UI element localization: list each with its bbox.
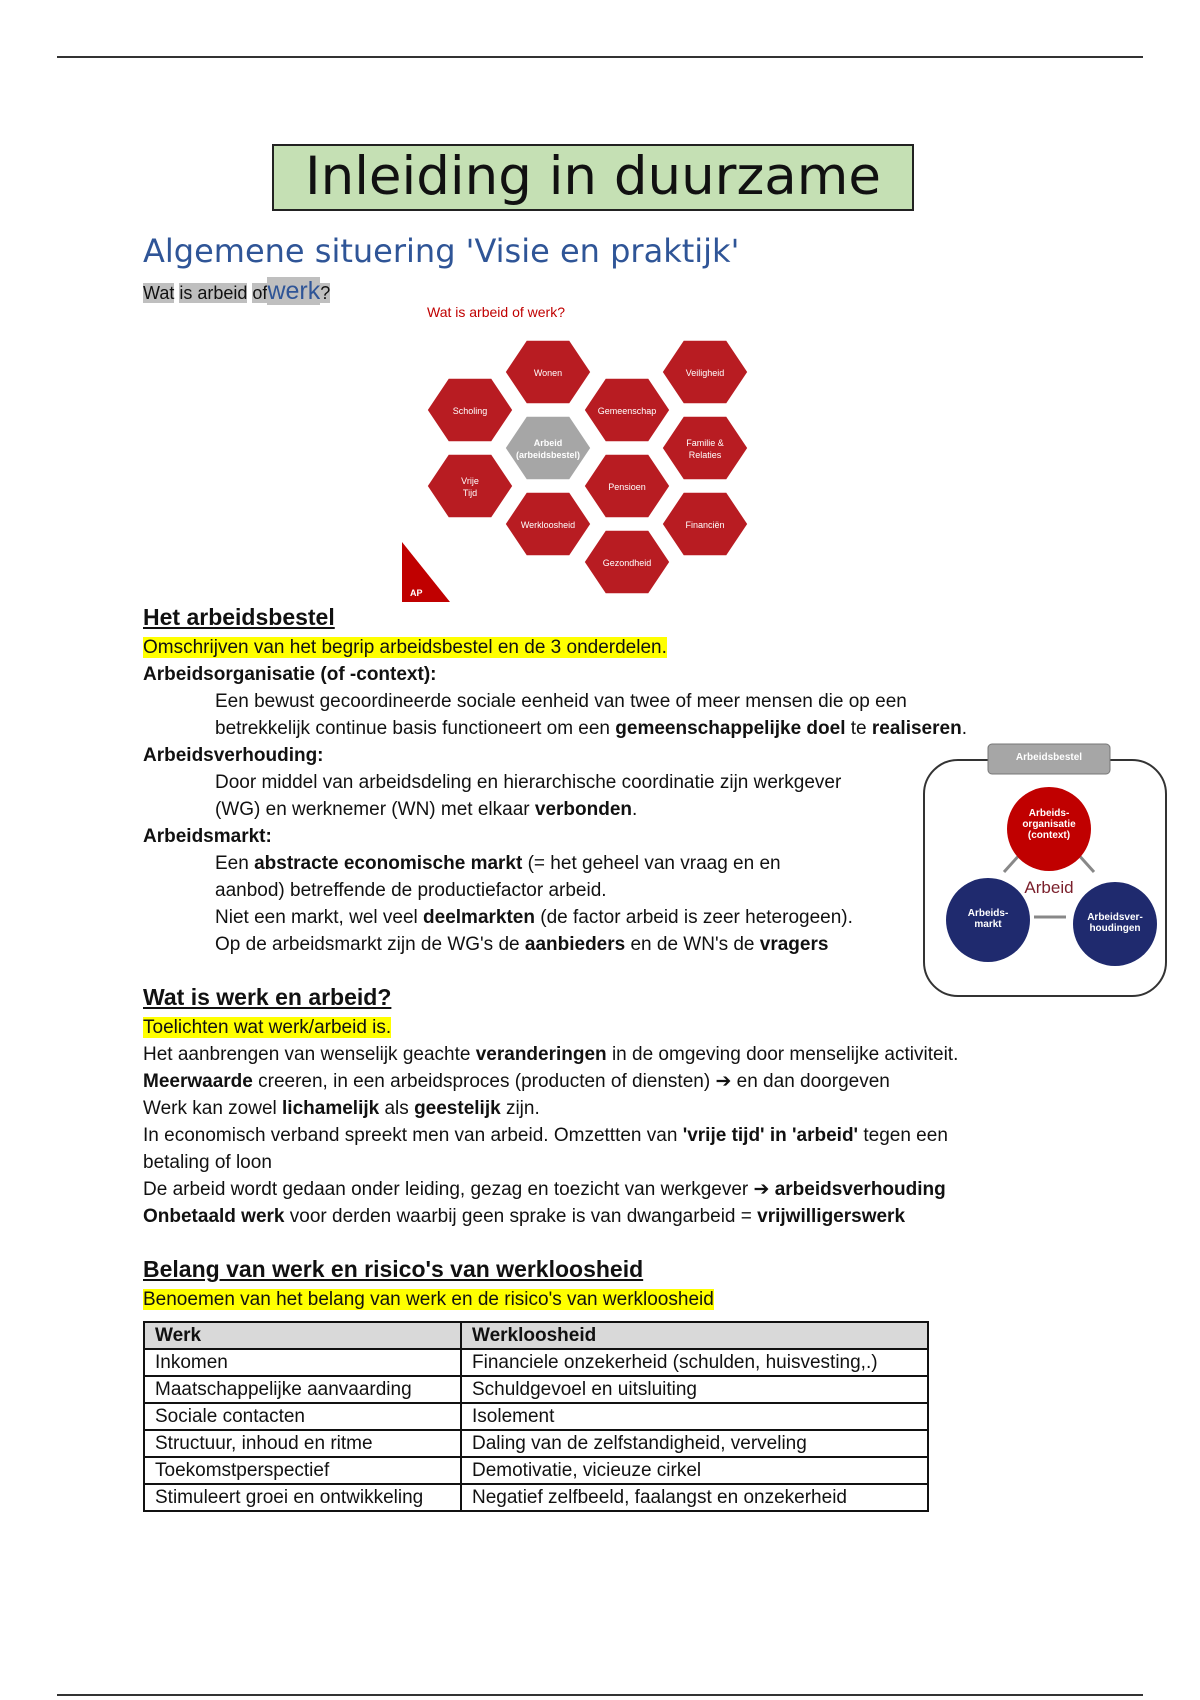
diagram-graphic bbox=[922, 742, 1170, 1000]
heading-belang-werk: Belang van werk en risico's van werkloosheid bbox=[143, 1256, 644, 1282]
paragraph-line: betaling of loon bbox=[143, 1152, 272, 1173]
hexagon-label: Familie & bbox=[686, 438, 724, 448]
hexagon-label: Veiligheid bbox=[685, 368, 725, 378]
table-row bbox=[144, 1430, 928, 1457]
term-label: Arbeidsmarkt: bbox=[143, 826, 272, 847]
table-header: Werkloosheid bbox=[461, 1322, 928, 1349]
werk-table bbox=[143, 1321, 929, 1512]
table-row bbox=[144, 1484, 928, 1511]
table-header-row bbox=[144, 1322, 928, 1349]
diagram-label-verhoudingen: Arbeidsver-houdingen bbox=[1087, 912, 1143, 934]
hexagon-label: Wonen bbox=[533, 368, 563, 378]
table-cell: Toekomstperspectief bbox=[144, 1457, 461, 1484]
q-word: is arbeid bbox=[179, 283, 248, 303]
table-cell: Sociale contacten bbox=[144, 1403, 461, 1430]
q-word: werk bbox=[267, 277, 321, 305]
definition-line: aanbod) betreffende de productiefactor arbeid. bbox=[215, 880, 607, 901]
definition-line: betrekkelijk continue basis functioneert om een gemeenschappelijke doel te realiseren. bbox=[215, 718, 967, 739]
table-cell: Structuur, inhoud en ritme bbox=[144, 1430, 461, 1457]
hexagon-label: Scholing bbox=[452, 406, 488, 416]
figure-caption: Wat is arbeid of werk? bbox=[427, 304, 565, 320]
table-cell: Negatief zelfbeeld, faalangst en onzekerheid bbox=[461, 1484, 928, 1511]
learning-goal: Omschrijven van het begrip arbeidsbestel en de 3 onderdelen. bbox=[143, 637, 667, 658]
q-word: ? bbox=[320, 283, 331, 303]
question-line bbox=[143, 277, 330, 306]
hexagon-label: Arbeid bbox=[533, 438, 563, 448]
bottom-rule bbox=[57, 1694, 1143, 1696]
heading-arbeidsbestel: Het arbeidsbestel bbox=[143, 604, 335, 630]
table-row bbox=[144, 1457, 928, 1484]
definition-line: Een bewust gecoordineerde sociale eenheid van twee of meer mensen die op een bbox=[215, 691, 907, 712]
diagram-label-markt: Arbeids-markt bbox=[967, 908, 1009, 930]
hexagon-label: Tijd bbox=[462, 488, 478, 498]
q-word: Wat bbox=[143, 283, 175, 303]
page-title: Inleiding in duurzame bbox=[272, 144, 914, 211]
q-word: of bbox=[252, 283, 268, 303]
table-row bbox=[144, 1403, 928, 1430]
hexagon-label: Gemeenschap bbox=[597, 406, 657, 416]
learning-goal: Benoemen van het belang van werk en de risico's van werkloosheid bbox=[143, 1289, 714, 1310]
table-cell: Demotivatie, vicieuze cirkel bbox=[461, 1457, 928, 1484]
table-row bbox=[144, 1376, 928, 1403]
section-heading: Algemene situering 'Visie en praktijk' bbox=[143, 232, 740, 270]
hexagon-label: Relaties bbox=[688, 450, 722, 460]
paragraph-line: Het aanbrengen van wenselijk geachte veranderingen in de omgeving door menselijke activiteit. bbox=[143, 1044, 959, 1065]
table-row bbox=[144, 1349, 928, 1376]
diagram-label-organisatie: Arbeids-organisatie (context) bbox=[1022, 808, 1076, 841]
hexagon-label: Vrije bbox=[461, 476, 479, 486]
diagram-header: Arbeidsbestel bbox=[1015, 752, 1083, 763]
hexagon-graphic bbox=[402, 300, 798, 602]
hexagon-label: Werkloosheid bbox=[520, 520, 576, 530]
table-cell: Daling van de zelfstandigheid, verveling bbox=[461, 1430, 928, 1457]
paragraph-line: Werk kan zowel lichamelijk als geestelijk zijn. bbox=[143, 1098, 540, 1119]
hexagon-label: Financiën bbox=[685, 520, 725, 530]
table-cell: Stimuleert groei en ontwikkeling bbox=[144, 1484, 461, 1511]
paragraph-line: Meerwaarde creeren, in een arbeidsproces (producten of diensten) ➔ en dan doorgeven bbox=[143, 1071, 890, 1092]
term-label: Arbeidsorganisatie (of -context): bbox=[143, 664, 437, 685]
definition-line: Niet een markt, wel veel deelmarkten (de factor arbeid is zeer heterogeen). bbox=[215, 907, 853, 928]
definition-line: Een abstracte economische markt (= het geheel van vraag en en bbox=[215, 853, 781, 874]
hexagon-label: Gezondheid bbox=[602, 558, 652, 568]
term-label: Arbeidsverhouding: bbox=[143, 745, 324, 766]
paragraph-line: In economisch verband spreekt men van arbeid. Omzettten van 'vrije tijd' in 'arbeid' tegen een bbox=[143, 1125, 948, 1146]
top-rule bbox=[57, 56, 1143, 58]
table-cell: Financiele onzekerheid (schulden, huisvesting,.) bbox=[461, 1349, 928, 1376]
hexagon-label: Pensioen bbox=[608, 482, 646, 492]
definition-line: Door middel van arbeidsdeling en hierarchische coordinatie zijn werkgever bbox=[215, 772, 842, 793]
arbeidsbestel-diagram bbox=[922, 742, 1170, 1000]
table-cell: Isolement bbox=[461, 1403, 928, 1430]
paragraph-line: Onbetaald werk voor derden waarbij geen sprake is van dwangarbeid = vrijwilligerswerk bbox=[143, 1206, 906, 1227]
table-cell: Schuldgevoel en uitsluiting bbox=[461, 1376, 928, 1403]
definition-line: (WG) en werknemer (WN) met elkaar verbonden. bbox=[215, 799, 638, 820]
table-cell: Inkomen bbox=[144, 1349, 461, 1376]
table-cell: Maatschappelijke aanvaarding bbox=[144, 1376, 461, 1403]
hexagon-label: (arbeidsbestel) bbox=[515, 450, 581, 460]
definition-line: Op de arbeidsmarkt zijn de WG's de aanbieders en de WN's de vragers bbox=[215, 934, 829, 955]
heading-werk-arbeid: Wat is werk en arbeid? bbox=[143, 984, 392, 1010]
table-header: Werk bbox=[144, 1322, 461, 1349]
paragraph-line: De arbeid wordt gedaan onder leiding, gezag en toezicht van werkgever ➔ arbeidsverhouding bbox=[143, 1179, 946, 1200]
hexagon-figure bbox=[402, 300, 798, 602]
learning-goal: Toelichten wat werk/arbeid is. bbox=[143, 1017, 392, 1038]
diagram-center-label: Arbeid bbox=[1024, 878, 1074, 897]
svg-text:AP: AP bbox=[410, 588, 423, 598]
